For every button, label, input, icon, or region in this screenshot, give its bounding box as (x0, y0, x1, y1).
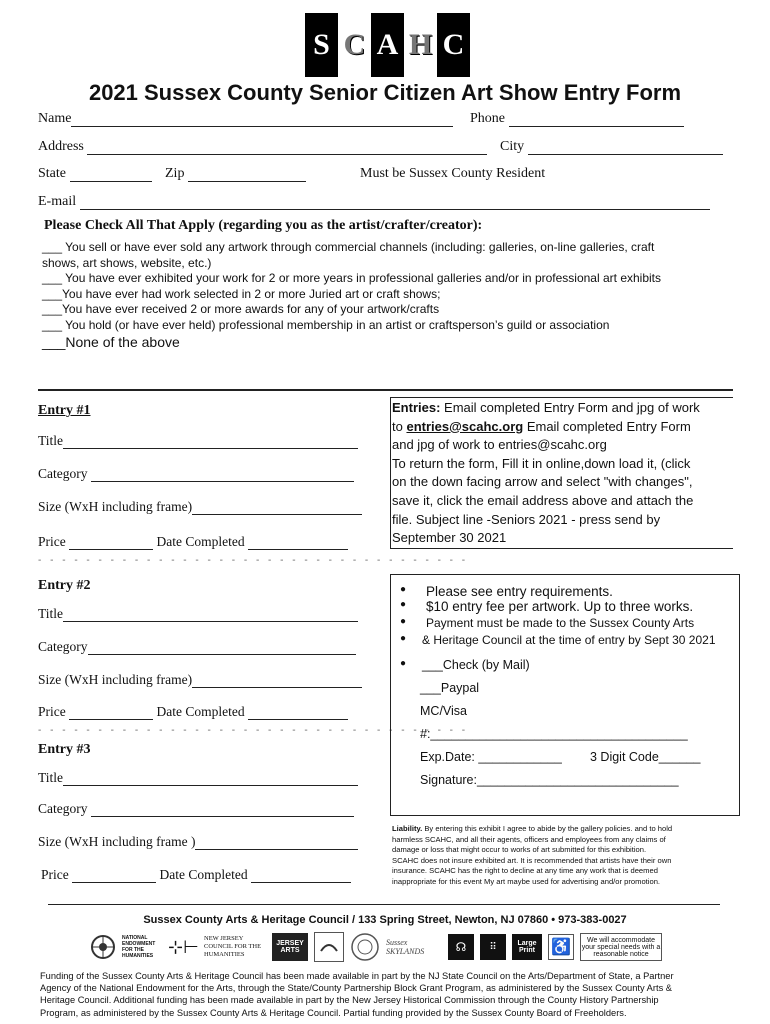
title-line[interactable] (63, 608, 358, 622)
logo-letter: A (371, 13, 404, 77)
footer-address: Sussex County Arts & Heritage Council / 133 Spring Street, Newton, NJ 07860 • 973-383-0027 (143, 914, 627, 926)
instructions-line: to (392, 418, 407, 434)
liability-line: SCAHC does not insure exhibited art. It is recommended that artists have their own (392, 855, 672, 865)
size-line[interactable] (192, 501, 362, 515)
city-label: City (500, 139, 525, 154)
price-line[interactable] (69, 536, 153, 550)
funding-text (40, 970, 740, 1019)
funding-line: Heritage Council. Additional funding has been made available in part by the New Jersey Historical Commission through the County History Partnership (40, 995, 659, 1006)
bullet-icon: ● (400, 584, 407, 595)
entry-size-field[interactable] (38, 672, 363, 688)
price-line[interactable] (69, 706, 153, 720)
neh-name: NATIONAL ENDOWMENT FOR THE HUMANITIES (122, 935, 156, 959)
date-line[interactable] (248, 536, 348, 550)
price-label: Price (38, 534, 66, 549)
city-line[interactable] (528, 141, 723, 155)
address-field[interactable] (38, 139, 487, 155)
instructions-line: save it, click the email address above and attach the (392, 492, 694, 508)
hearing-assist-icon: ☊ (448, 934, 474, 960)
historical-seal-icon (350, 932, 380, 962)
sponsor-logos (90, 930, 680, 964)
instructions-line: and jpg of work to entries@scahc.org (392, 437, 607, 453)
entries-email-link[interactable]: entries@scahc.org (406, 418, 524, 434)
checklist-heading: Please Check All That Apply (regarding you as the artist/crafter/creator): (44, 218, 483, 233)
zip-field[interactable] (165, 166, 306, 182)
paypal-option[interactable]: ___Paypal (420, 681, 480, 695)
njch-name: NEW JERSEY COUNCIL FOR THE HUMANITIES (204, 935, 262, 958)
exp-date-field[interactable]: Exp.Date: ____________ (420, 750, 562, 764)
logo-letter: H (404, 13, 437, 77)
signature-field[interactable]: Signature:_____________________________ (420, 773, 679, 787)
logo-letter: C (338, 13, 371, 77)
checklist-item[interactable]: ___You have ever received 2 or more awards for any of your artwork/crafts (42, 302, 440, 316)
sussex-skylands-logo: Sussex SKYLANDS (386, 938, 425, 956)
entry-title-field[interactable] (38, 770, 363, 786)
bullet-icon: ● (400, 633, 407, 644)
entry-category-field[interactable] (38, 801, 363, 817)
instructions-line: Email completed Entry Form (523, 418, 691, 434)
date-line[interactable] (251, 869, 351, 883)
entry-category-field[interactable] (38, 639, 363, 655)
size-line[interactable] (195, 836, 358, 850)
date-label: Date Completed (156, 704, 245, 719)
title-label: Title (38, 433, 64, 448)
category-label: Category (38, 639, 88, 654)
title-label: Title (38, 606, 64, 621)
size-label: Size (WxH including frame) (38, 499, 193, 514)
mcvisa-option[interactable]: MC/Visa (420, 704, 468, 718)
entry-title-field[interactable] (38, 606, 363, 622)
city-field[interactable] (500, 139, 723, 155)
dashed-separator: - - - - - - - - - - - - - - - - - - - - - - - - - - - - - - - - - - - - (38, 555, 469, 566)
payment-bullet: & Heritage Council at the time of entry by Sept 30 2021 (422, 633, 716, 647)
payment-bullet: $10 entry fee per artwork. Up to three works. (426, 599, 694, 614)
payment-bullet: Payment must be made to the Sussex County Arts (426, 616, 695, 630)
liability-line: By entering this exhibit I agree to abide by the gallery policies. and to hold (422, 824, 673, 833)
funding-line: Agency of the National Endowment for the Arts, through the State/County Partnership Block Grant Program, as administered by the Sussex County Arts & (40, 983, 672, 994)
entry-heading: Entry #3 (38, 742, 91, 757)
entry-price-date-field[interactable] (41, 867, 363, 883)
state-line[interactable] (70, 168, 152, 182)
price-label: Price (38, 704, 66, 719)
entry-price-date-field[interactable] (38, 704, 363, 720)
phone-field[interactable] (470, 111, 684, 127)
wheelchair-icon: ♿ (548, 934, 574, 960)
date-label: Date Completed (159, 867, 248, 882)
address-label: Address (38, 139, 84, 154)
category-line[interactable] (91, 803, 354, 817)
instructions-line: September 30 2021 (392, 530, 507, 546)
resident-note: Must be Sussex County Resident (360, 166, 546, 181)
footer-divider (48, 904, 720, 905)
entry-heading: Entry #1 (38, 403, 91, 418)
category-line[interactable] (88, 641, 356, 655)
section-divider (38, 389, 733, 391)
funding-line: Funding of the Sussex County Arts & Heritage Council has been made available in part by the NJ State Council on the Arts/Department of State, a Partner (40, 971, 674, 981)
payment-bullet: Please see entry requirements. (426, 584, 613, 599)
state-label: State (38, 166, 66, 181)
email-line[interactable] (80, 196, 710, 210)
address-line[interactable] (87, 141, 487, 155)
date-line[interactable] (248, 706, 348, 720)
logo-letter: S (305, 13, 338, 77)
checklist-item: shows, art shows, website, etc.) (42, 255, 212, 270)
large-print-badge: Large Print (512, 934, 542, 960)
instructions-line: Email completed Entry Form and jpg of work (440, 400, 700, 415)
checklist-item[interactable]: ___ You have ever exhibited your work for 2 or more years in professional galleries and/or in professional art exhibits (42, 271, 662, 285)
title-label: Title (38, 770, 64, 785)
name-field[interactable] (38, 111, 453, 127)
entry-title-field[interactable] (38, 433, 363, 449)
braille-icon: ⠿ (480, 934, 506, 960)
liability-line: harmless SCAHC, and all their agents, officers and employees from any claims of (392, 834, 666, 844)
price-label: Price (41, 867, 69, 882)
check-option[interactable]: ___Check (by Mail) (422, 658, 530, 672)
state-council-icon (314, 932, 344, 962)
bullet-icon: ● (400, 599, 407, 610)
liability-line: inappropriate for this event My art maybe used for advertising and/or promotion. (392, 876, 661, 886)
payment-info (400, 584, 740, 787)
zip-line[interactable] (188, 168, 306, 182)
instructions-box (390, 397, 733, 549)
category-line[interactable] (91, 468, 354, 482)
instructions-line: file. Subject line -Seniors 2021 - press send by (392, 511, 661, 527)
category-label: Category (38, 801, 88, 816)
logo-letter: C (437, 13, 470, 77)
neh-seal-icon (90, 934, 116, 960)
title-line[interactable] (63, 772, 358, 786)
email-field[interactable] (38, 194, 710, 210)
size-label: Size (WxH including frame) (38, 672, 193, 687)
size-label: Size (WxH including frame ) (38, 834, 196, 849)
liability-label: Liability. (392, 824, 423, 833)
title-line[interactable] (63, 435, 358, 449)
entry-size-field[interactable] (38, 834, 363, 850)
scahc-logo (305, 13, 470, 77)
instructions-line: on the down facing arrow and select "with changes", (392, 474, 693, 490)
price-line[interactable] (72, 869, 156, 883)
njch-figures-icon: ⊹⊢ (168, 936, 199, 957)
jersey-arts-logo: JERSEY ARTS (272, 933, 308, 961)
accessibility-note: We will accommodate your special needs with a reasonable notice (580, 933, 662, 961)
checklist-none[interactable]: ___None of the above (42, 334, 180, 350)
email-label: E-mail (38, 194, 77, 209)
entry-heading: Entry #2 (38, 578, 91, 593)
dashed-separator: - - - - - - - - - - - - - - - - - - - - - - - - - - - - - - - - - - - - (38, 725, 469, 736)
category-label: Category (38, 466, 88, 481)
entry-price-date-field[interactable] (38, 534, 363, 550)
date-label: Date Completed (156, 534, 245, 549)
checklist (42, 240, 742, 351)
card-number-field[interactable]: #:_____________________________________ (420, 727, 688, 741)
cvv-field[interactable]: 3 Digit Code______ (590, 750, 701, 764)
bullet-icon: ● (400, 658, 407, 669)
phone-line[interactable] (509, 113, 684, 127)
size-line[interactable] (192, 674, 362, 688)
instructions-line: To return the form, Fill it in online,down load it, (click (392, 455, 691, 471)
phone-label: Phone (470, 111, 505, 126)
zip-label: Zip (165, 166, 185, 181)
bullet-icon: ● (400, 616, 407, 627)
state-field[interactable] (38, 166, 152, 182)
liability-line: damage or loss that might occur to works of art submitted for this exhibition. (392, 845, 647, 855)
entry-size-field[interactable] (38, 499, 363, 515)
entry-category-field[interactable] (38, 466, 363, 482)
liability-line: insurance. SCAHC has the right to decline at any time any work that is deemed (392, 866, 658, 876)
checklist-item[interactable]: ___You have ever had work selected in 2 or more Juried art or craft shows; (42, 286, 441, 301)
name-label: Name (38, 111, 72, 126)
checklist-item[interactable]: ___ You hold (or have ever held) professional membership in an artist or craftsperson’s guild or association (42, 317, 610, 332)
form-title: 2021 Sussex County Senior Citizen Art Show Entry Form (88, 80, 682, 105)
checklist-item[interactable]: ___ You sell or have ever sold any artwork through commercial channels (including: galleries, on-line galleries, craft (42, 240, 655, 254)
liability-text (392, 824, 740, 888)
entries-label: Entries: (392, 400, 441, 415)
funding-line: Program, as administered by the Sussex County Arts & Heritage Council. Partial funding provided by the Sussex County Board of Freeholders. (40, 1007, 627, 1018)
name-line[interactable] (71, 113, 453, 127)
